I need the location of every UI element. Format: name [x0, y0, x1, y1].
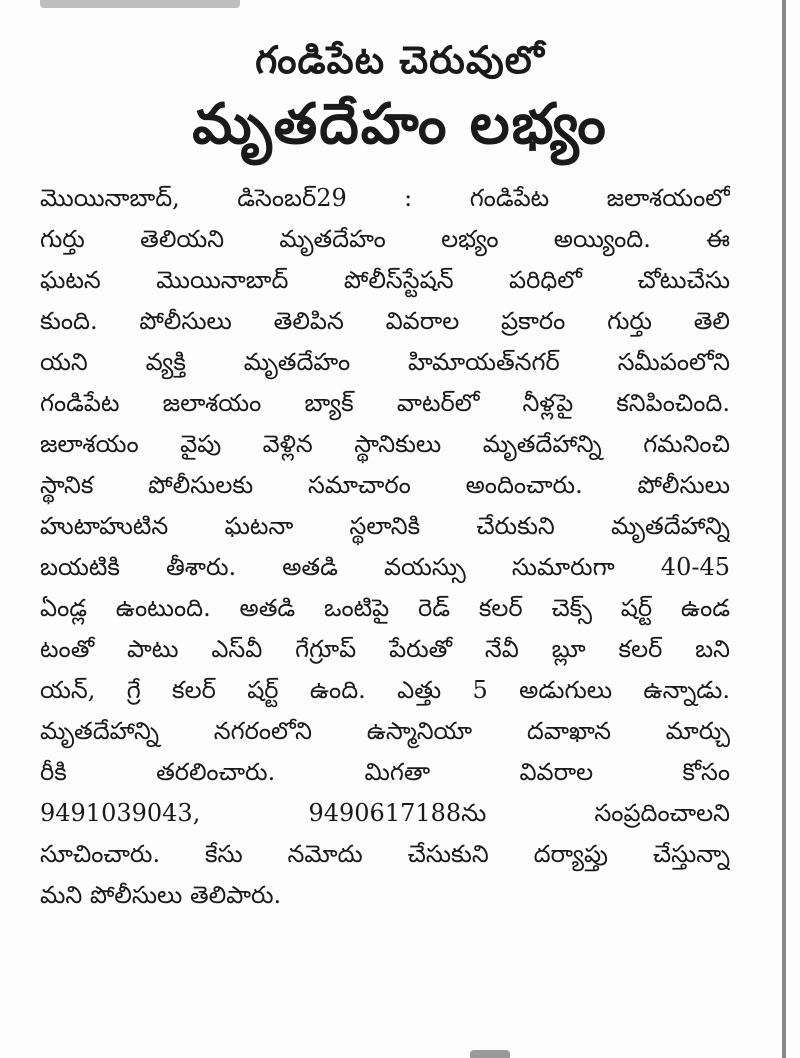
headline-main: మృతదేహం లభ్యం [192, 92, 608, 157]
article-line: యన్, గ్రే కలర్ షర్ట్ ఉంది. ఎత్తు 5 అడుగులు ఉన్నాడు. [40, 676, 730, 704]
article-line: యని వ్యక్తి మృతదేహం హిమాయత్‌నగర్ సమీపంలోని [40, 348, 730, 376]
headline-kicker: గండిపేట చెరువులో [255, 38, 545, 82]
column-rule [782, 0, 786, 1058]
article-line: మొయినాబాద్, డిసెంబర్29 : గండిపేట జలాశయంలో [40, 184, 730, 212]
cropped-text-strip [40, 0, 240, 8]
article-line: గండిపేట జలాశయం బ్యాక్ వాటర్‌లో నీళ్లపై కనిపించింది. [40, 389, 730, 417]
article-line: మృతదేహాన్ని నగరంలోని ఉస్మానియా దవాఖాన మార్చు [40, 717, 730, 745]
article-line: టంతో పాటు ఎస్‌వీ గేగ్రూప్ పేరుతో నేవీ బ్లూ కలర్ బని [40, 635, 730, 663]
article-line: గుర్తు తెలియని మృతదేహం లభ్యం అయ్యింది. ఈ [40, 225, 730, 253]
article-line: సూచించారు. కేసు నమోదు చేసుకుని దర్యాప్తు చేస్తున్నా [40, 840, 730, 868]
article-line: జలాశయం వైపు వెళ్లిన స్థానికులు మృతదేహాన్ని గమనించి [40, 430, 730, 458]
article-line: బయటికి తీశారు. అతడి వయస్సు సుమారుగా 40-45 [40, 553, 730, 581]
article-line: మని పోలీసులు తెలిపారు. [40, 881, 282, 909]
article-line: 9491039043, 9490617188ను సంప్రదించాలని [40, 799, 730, 827]
article-line: కుంది. పోలీసులు తెలిపిన వివరాల ప్రకారం గుర్తు తెలి [40, 307, 730, 335]
article-line: ఘటన మొయినాబాద్ పోలీస్‌స్టేషన్ పరిధిలో చోటుచేసు [40, 266, 730, 294]
article-line: ఏండ్ల ఉంటుంది. అతడి ఒంటిపై రెడ్ కలర్ చెక్స్ షర్ట్ ఉండ [40, 594, 730, 622]
article-line: స్థానిక పోలీసులకు సమాచారం అందించారు. పోలీసులు [40, 471, 730, 499]
cropped-bottom-mark [470, 1050, 510, 1058]
article-line: రీకి తరలించారు. మిగతా వివరాల కోసం [40, 758, 730, 786]
article-body [40, 178, 730, 916]
article-line: హుటాహుటిన ఘటనా స్థలానికి చేరుకుని మృతదేహాన్ని [40, 512, 730, 540]
